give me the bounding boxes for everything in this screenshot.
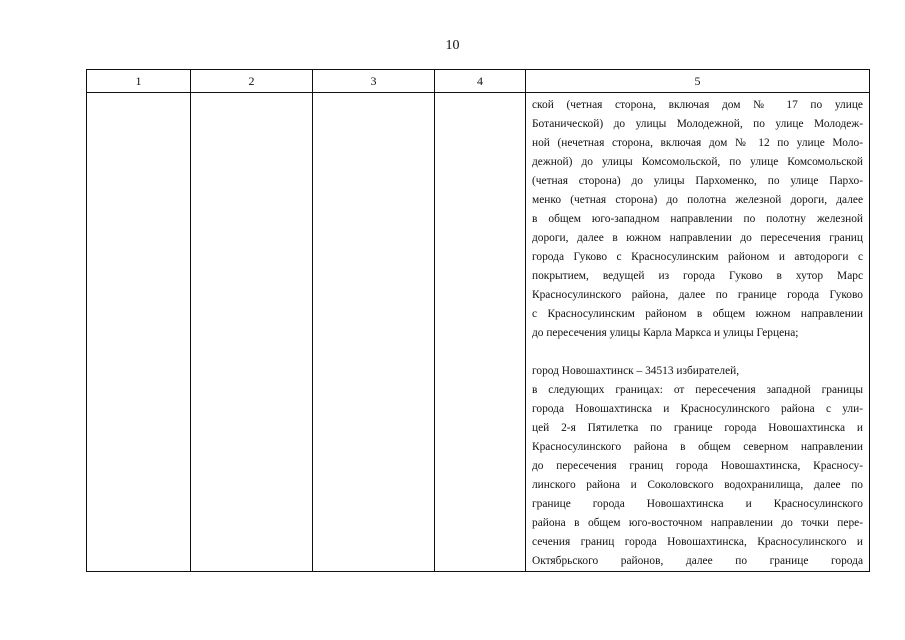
column-header-2: 2 (191, 70, 313, 93)
column-header-3: 3 (313, 70, 435, 93)
column-header-4: 4 (435, 70, 526, 93)
text-line: Октябрьского районов, далее по границе города (532, 555, 863, 567)
text-line: (четная сторона) до улицы Пархоменко, по улице Пархо- (532, 175, 863, 187)
text-line: покрытием, ведущей из города Гуково в хутор Марс (532, 270, 863, 282)
boundary-paragraph-novoshakhtinsk (532, 362, 863, 571)
text-line: менко (четная сторона) до полотна железной дороги, далее (532, 194, 863, 206)
boundary-paragraph-gukovo (532, 96, 863, 343)
text-line: до пересечения улицы Карла Маркса и улицы Герцена; (532, 327, 799, 339)
text-line: Ботанической) до улицы Молодежной, по улице Молодеж- (532, 118, 863, 130)
document-table (86, 69, 870, 572)
column-header-1: 1 (87, 70, 191, 93)
table-cell-col-3 (313, 93, 435, 572)
table-header-row (87, 70, 870, 93)
text-line: границе города Новошахтинска и Красносулинского (532, 498, 863, 510)
text-line: дороги, далее в южном направлении до пересечения границ (532, 232, 863, 244)
page-number: 10 (445, 38, 460, 53)
paragraph-spacer (532, 343, 863, 362)
text-line: в следующих границах: от пересечения западной границы (532, 384, 863, 396)
text-line: до пересечения границ города Новошахтинска, Красносу- (532, 460, 863, 472)
table-cell-col-2 (191, 93, 313, 572)
table-cell-col-1 (87, 93, 191, 572)
text-line: город Новошахтинск – 34513 избирателей, (532, 365, 740, 377)
text-line: дежной) до улицы Комсомольской, по улице Комсомольской (532, 156, 863, 168)
column-header-5: 5 (526, 70, 870, 93)
text-line: в общем юго-западном направлении по полотну железной (532, 213, 863, 225)
table-row (87, 93, 870, 572)
table-cell-col-4 (435, 93, 526, 572)
table-cell-col-5 (526, 93, 870, 572)
text-line: сечения границ города Новошахтинска, Красносулинского и (532, 536, 863, 548)
text-line: района в общем юго-восточном направлении до точки пере- (532, 517, 863, 529)
text-line: города Гуково с Красносулинским районом и автодороги с (532, 251, 863, 263)
text-line: Красносулинского района в общем северном направлении (532, 441, 863, 453)
text-line: города Новошахтинска и Красносулинского района с ули- (532, 403, 863, 415)
text-line: ной (нечетная сторона, включая дом № 12 по улице Моло- (532, 137, 863, 149)
text-line: ской (четная сторона, включая дом № 17 по улице (532, 99, 863, 111)
text-line: Красносулинского района, далее по границе города Гуково (532, 289, 863, 301)
text-line: цей 2-я Пятилетка по границе города Новошахтинска и (532, 422, 863, 434)
text-line: линского района и Соколовского водохранилища, далее по (532, 479, 863, 491)
text-line: с Красносулинским районом в общем южном направлении (532, 308, 863, 320)
boundary-description-text (526, 93, 869, 571)
